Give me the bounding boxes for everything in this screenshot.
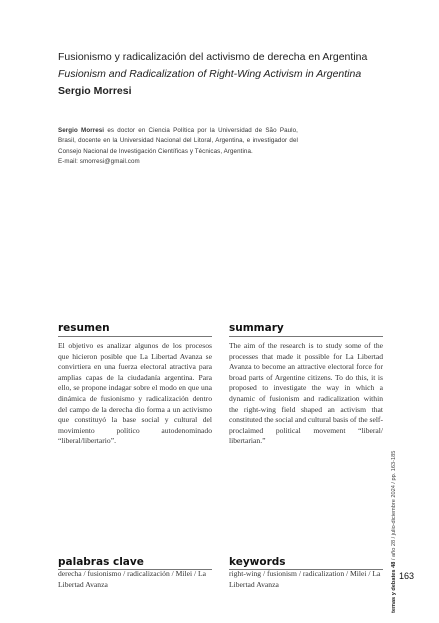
article-author: Sergio Morresi bbox=[58, 85, 132, 97]
article-title-spanish: Fusionismo y radicalización del activismo de derecha en Argentina bbox=[58, 51, 368, 63]
palabras-clave-heading: palabras clave bbox=[58, 556, 144, 568]
keywords-heading: keywords bbox=[229, 556, 286, 568]
author-bio bbox=[58, 126, 298, 168]
summary-text: The aim of the research is to study some of the processes that made it possible for La Libertad Avanza to become an attractive electoral force for broad parts of Argentine citizens. To do this, it is proposed to investigate the way in which a dynamic of fusionism and radicalization within the right-wing field shaped an activism that constituted the social and cultural basis of the self-proclaimed political movement “liberal/ libertarian.” bbox=[229, 341, 383, 446]
article-title-english: Fusionism and Radicalization of Right-Wing Activism in Argentina bbox=[58, 68, 362, 80]
palabras-clave-text: derecha / fusionismo / radicalización / Milei / La Libertad Avanza bbox=[58, 569, 207, 589]
bio-text: es doctor en Ciencia Política por la Universidad de São Paulo, Brasil, docente en la Universidad Nacional del Litoral, Argentina, e investigador del Consejo Nacional de Investigación Científicas y Técnicas, Argentina. bbox=[58, 127, 298, 155]
page-number: 163 bbox=[399, 571, 415, 581]
resumen-text: El objetivo es analizar algunos de los procesos que hicieron posible que La Libertad Avanza se convirtiera en una fuerza electoral atractiva para amplias capas de la ciudadanía argentina. Para ello, se propone indagar sobre el modo en que una dinámica de fusionismo y radicalización dentro del campo de la derecha dio forma a un activismo que constituyó la base social y cultural del movimiento político autodenominado “liberal/libertario”. bbox=[58, 341, 212, 446]
keywords-text: right-wing / fusionism / radicalization / Milei / La Libertad Avanza bbox=[229, 569, 381, 589]
bio-author-name: Sergio Morresi bbox=[58, 127, 105, 134]
summary-rule bbox=[229, 336, 383, 337]
bio-email[interactable]: E-mail: smorresi@gmail.com bbox=[58, 158, 140, 166]
resumen-rule bbox=[58, 336, 212, 337]
journal-details: / año 28 / julio-diciembre 2024 / pp. 163-185 bbox=[391, 450, 397, 562]
journal-name: temas y debates 48 bbox=[391, 561, 397, 613]
summary-heading: summary bbox=[229, 322, 284, 334]
journal-running-head bbox=[388, 450, 400, 613]
resumen-heading: resumen bbox=[58, 322, 110, 334]
